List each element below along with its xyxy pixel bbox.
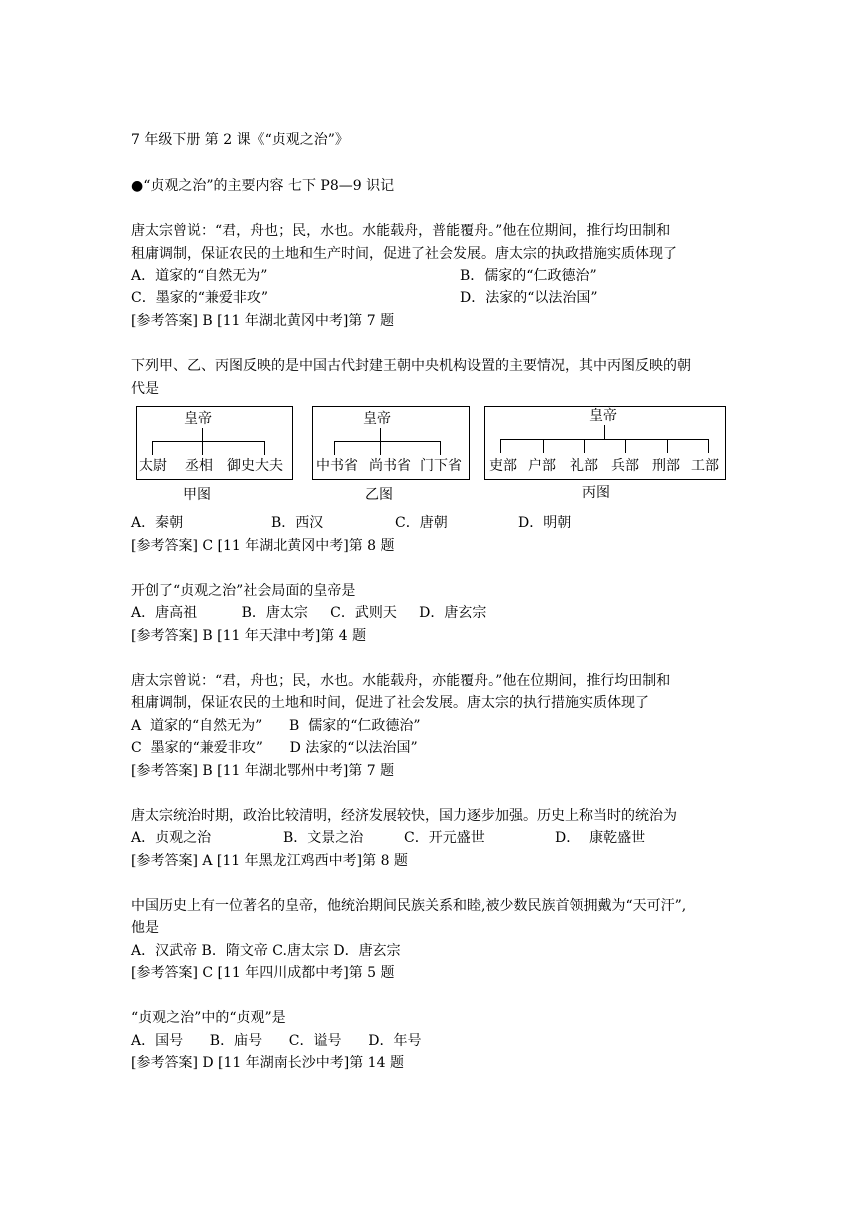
option-b: B．儒家的“仁政德治” (460, 268, 597, 284)
diagram-caption: 丙图 (582, 485, 610, 501)
options-line: A．国号 B．庙号 C．谥号 D．年号 (131, 1033, 422, 1049)
option-a: A．秦朝 (131, 515, 184, 531)
option-a: A．贞观之治 (131, 830, 212, 846)
answer-line: [参考答案] B [11 年湖北黄冈中考]第 7 题 (131, 313, 395, 329)
diagram-item: 工部 (691, 458, 719, 474)
option-c: C．墨家的“兼爱非攻” (131, 290, 269, 306)
question-text: 唐太宗统治时期，政治比较清明，经济发展较快，国力逐步加强。历史上称当时的统治为 (131, 808, 677, 824)
diagram-item: 刑部 (652, 458, 680, 474)
diagram-top: 皇帝 (589, 408, 617, 424)
answer-line: [参考答案] A [11 年黑龙江鸡西中考]第 8 题 (131, 853, 408, 869)
topic-line: ●“贞观之治”的主要内容 七下 P8—9 识记 (131, 178, 395, 194)
answer-line: [参考答案] C [11 年湖北黄冈中考]第 8 题 (131, 538, 395, 554)
diagram-item: 尚书省 (369, 458, 411, 474)
diagram-item: 兵部 (611, 458, 639, 474)
diagram-top: 皇帝 (184, 411, 212, 427)
diagram-item: 御史大夫 (227, 458, 283, 474)
options-line: A．汉武帝 B．隋文帝 C.唐太宗 D．唐玄宗 (131, 943, 401, 959)
answer-line: [参考答案] C [11 年四川成都中考]第 5 题 (131, 965, 395, 981)
answer-line: [参考答案] B [11 年湖北鄂州中考]第 7 题 (131, 763, 395, 779)
option-c: C．开元盛世 (404, 830, 485, 846)
option-b: B．西汉 (271, 515, 324, 531)
answer-line: [参考答案] B [11 年天津中考]第 4 题 (131, 628, 367, 644)
option-a: A．道家的“自然无为” (131, 268, 268, 284)
option-c: C．唐朝 (395, 515, 448, 531)
diagram-top: 皇帝 (363, 411, 391, 427)
option-d: D．法家的“以法治国” (460, 290, 598, 306)
diagram-item: 太尉 (139, 458, 167, 474)
question-text: 下列甲、乙、丙图反映的是中国古代封建王朝中央机构设置的主要情况，其中丙图反映的朝 (131, 358, 691, 374)
options-line: A．唐高祖 B．唐太宗 C．武则天 D．唐玄宗 (131, 605, 487, 621)
question-text: 租庸调制，保证农民的土地和生产时间，促进了社会发展。唐太宗的执政措施实质体现了 (131, 246, 677, 262)
diagram-item: 门下省 (420, 458, 462, 474)
diagram-caption: 乙图 (365, 487, 393, 503)
option-b: B．文景之治 (283, 830, 364, 846)
answer-line: [参考答案] D [11 年湖南长沙中考]第 14 题 (131, 1055, 404, 1071)
options-line: A 道家的“自然无为” B 儒家的“仁政德治” (131, 718, 421, 734)
lesson-title: 7 年级下册 第 2 课《“贞观之治”》 (131, 132, 349, 148)
diagram-caption: 甲图 (183, 487, 211, 503)
question-text: 唐太宗曾说：“君，舟也；民，水也。水能载舟，亦能覆舟。”他在位期间，推行均田制和 (131, 673, 671, 689)
options-line: C 墨家的“兼爱非攻” D 法家的“以法治国” (131, 740, 418, 756)
question-text: 中国历史上有一位著名的皇帝，他统治期间民族关系和睦,被少数民族首领拥戴为“天可汗”, (131, 898, 687, 914)
diagram-item: 礼部 (570, 458, 598, 474)
question-text: 他是 (131, 920, 159, 936)
question-text: 唐太宗曾说：“君，舟也；民，水也。水能载舟，普能覆舟。”他在位期间，推行均田制和 (131, 223, 671, 239)
option-d: D．明朝 (518, 515, 572, 531)
question-text: “贞观之治”中的“贞观”是 (131, 1010, 286, 1026)
diagram-item: 中书省 (316, 458, 358, 474)
diagram-item: 吏部 (489, 458, 517, 474)
diagram-item: 户部 (528, 458, 556, 474)
diagram-item: 丞相 (185, 458, 213, 474)
question-text: 代是 (131, 381, 159, 397)
question-text: 租庸调制，保证农民的土地和时间，促进了社会发展。唐太宗的执行措施实质体现了 (131, 695, 649, 711)
option-d: D． 康乾盛世 (555, 830, 646, 846)
question-text: 开创了“贞观之治”社会局面的皇帝是 (131, 583, 356, 599)
